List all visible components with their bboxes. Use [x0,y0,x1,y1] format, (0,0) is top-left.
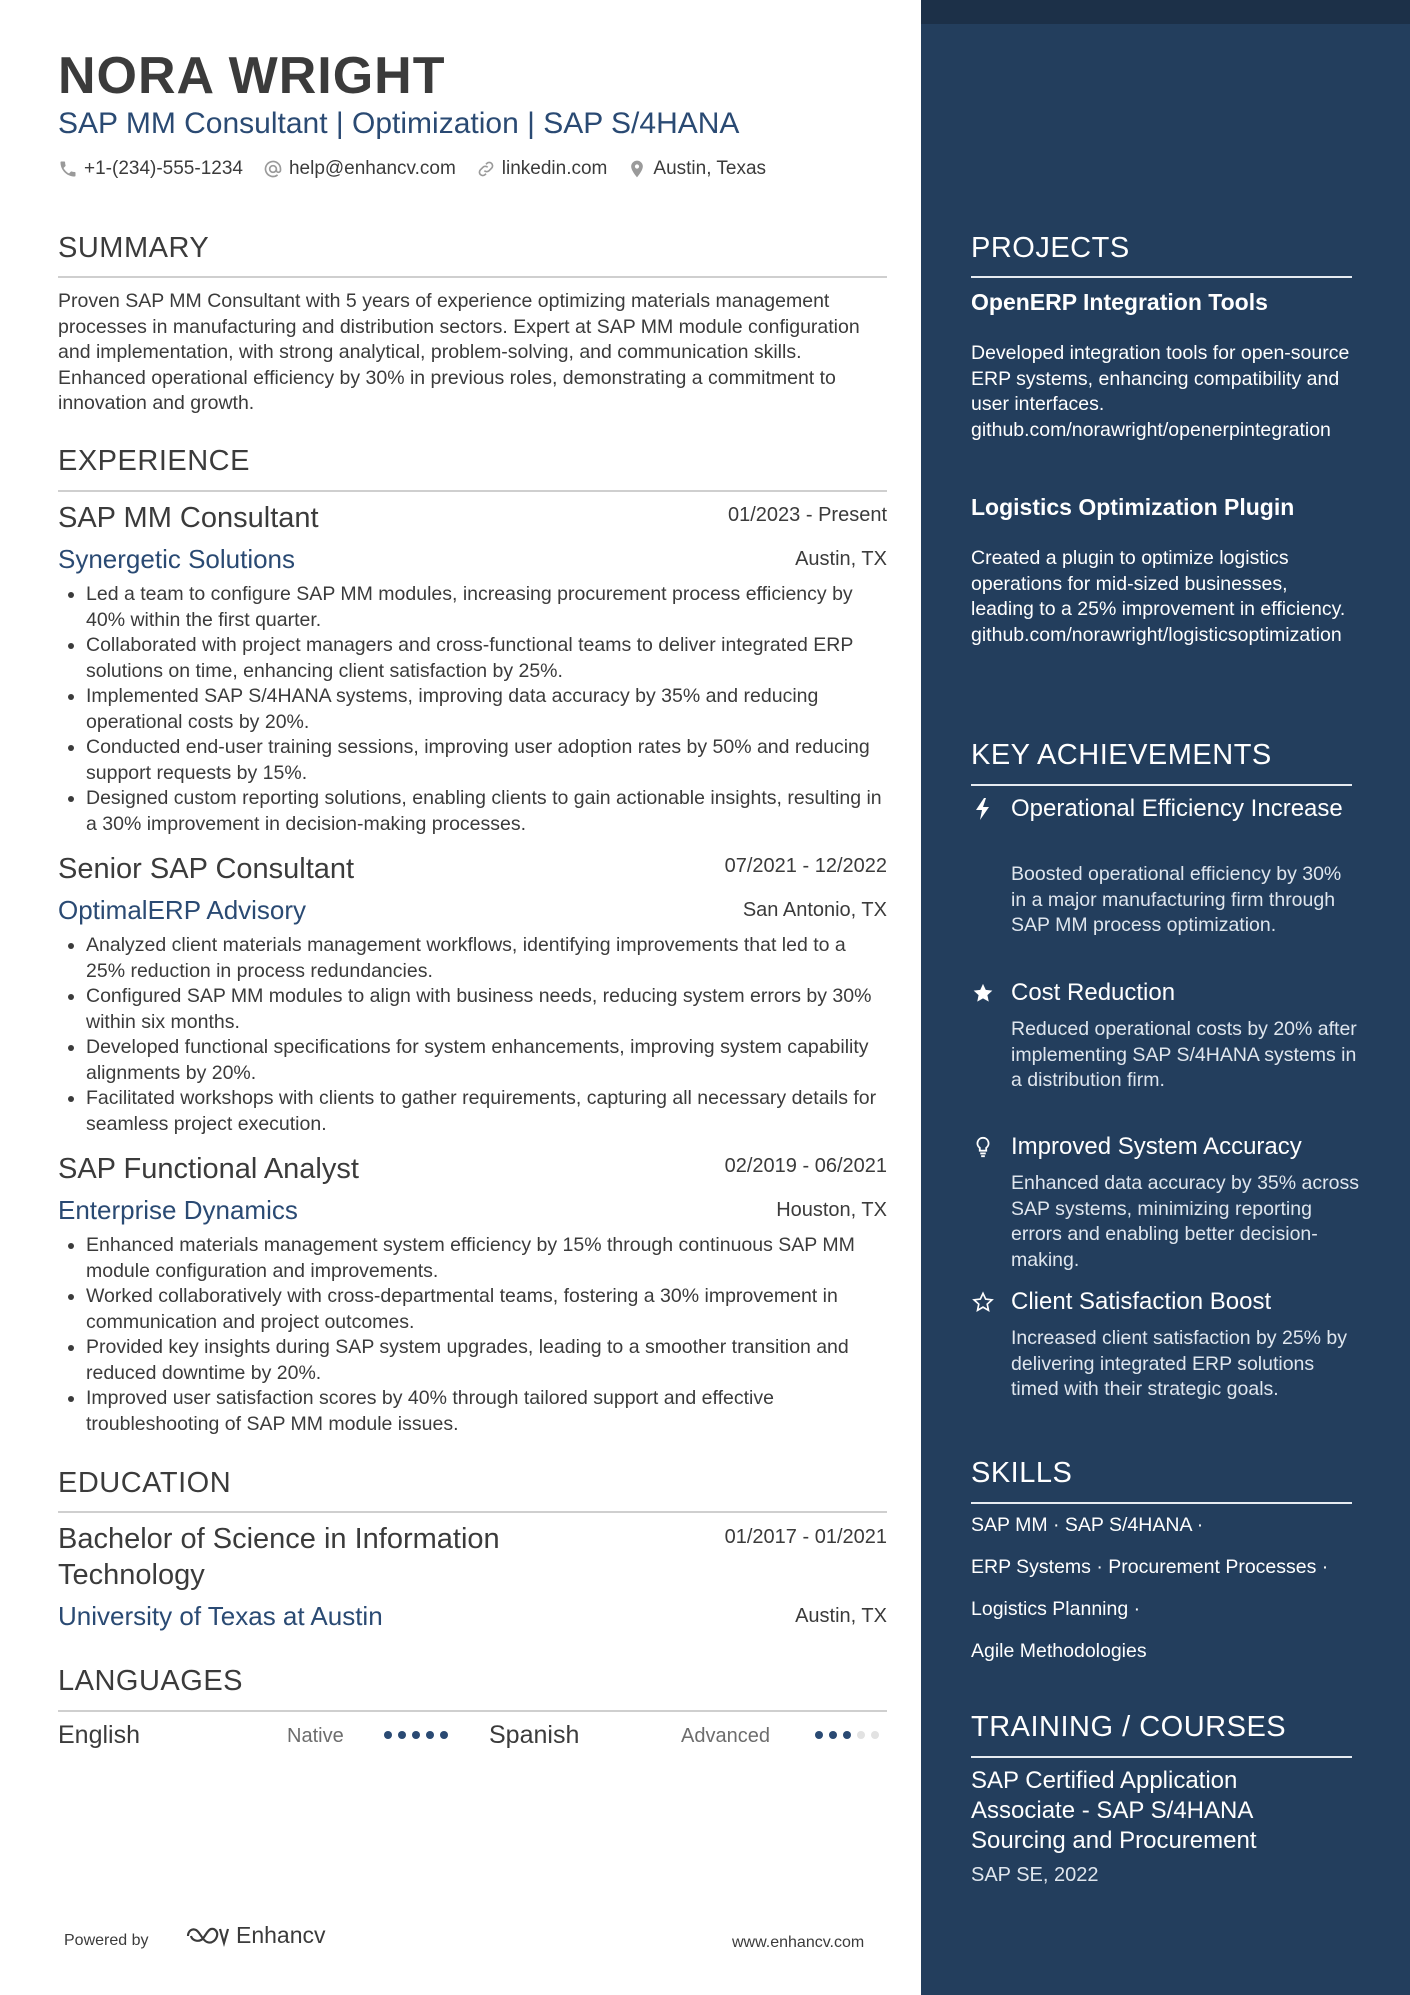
company-name: Enterprise Dynamics [58,1195,298,1225]
skills-row: Logistics Planning · [971,1598,1141,1620]
brand-text: Enhancv [236,1922,326,1948]
phone-icon [58,159,78,179]
company-name: Synergetic Solutions [58,544,296,574]
language-level: Native [287,1725,344,1747]
proficiency-dot-filled [843,1731,851,1739]
job-title: Senior SAP Consultant [58,853,355,885]
skills-divider [971,1502,1352,1504]
proficiency-dot-filled [398,1731,406,1739]
proficiency-dot-filled [440,1731,448,1739]
training-divider [971,1756,1352,1758]
bullet-item: • Configured SAP MM modules to align with business needs, reducing system errors by 30% within six months. [86,984,887,1035]
education-dates: 01/2017 - 01/2021 [724,1526,887,1548]
experience-divider [58,490,887,492]
language-name: English [58,1721,140,1749]
languages-heading: LANGUAGES [58,1665,243,1697]
proficiency-dot-filled [384,1731,392,1739]
sidebar-top-band [921,0,1410,24]
proficiency-dot-filled [412,1731,420,1739]
job-location: San Antonio, TX [742,899,887,921]
job-location: Houston, TX [776,1199,887,1221]
job-title: SAP MM Consultant [58,502,319,534]
project-description [971,546,1355,648]
candidate-name: NORA WRIGHT [58,47,446,105]
achievements-divider [971,784,1352,786]
enhancv-logo-icon [184,1924,230,1948]
bullet-item: • Improved user satisfaction scores by 40% through tailored support and effective troubleshooting of SAP MM module issues. [86,1386,887,1437]
contact-location [627,158,766,180]
language-proficiency-dots [815,1731,885,1739]
bullet-item: • Developed functional specifications for system enhancements, improving system capability alignments by 20%. [86,1035,887,1086]
bullet-item: • Provided key insights during SAP system upgrades, leading to a smoother transition and reduced downtime by 20%. [86,1335,887,1386]
bullet-item: • Conducted end-user training sessions, improving user adoption rates by 50% and reducing support requests by 15%. [86,735,887,786]
contact-phone[interactable] [58,158,243,180]
projects-divider [971,276,1352,278]
project-description-text: Developed integration tools for open-source ERP systems, enhancing compatibility and user interfaces. [971,342,1350,415]
achievement-title: Client Satisfaction Boost [1011,1288,1272,1315]
achievement-title: Operational Efficiency Increase [1011,795,1343,822]
education-heading: EDUCATION [58,1467,232,1499]
job-dates: 01/2023 - Present [728,504,887,526]
candidate-headline: SAP MM Consultant | Optimization | SAP S/4HANA [58,107,740,140]
job-bullets [58,582,887,837]
contact-email[interactable] [263,158,456,180]
skill-tag: Agile Methodologies [971,1640,1147,1662]
footer-url[interactable]: www.enhancv.com [732,1934,865,1951]
language-proficiency-dots [384,1731,454,1739]
star-outline-icon [971,1290,995,1314]
experience-heading: EXPERIENCE [58,445,250,477]
skills-row: ERP Systems · Procurement Processes · [971,1556,1329,1578]
company-name: OptimalERP Advisory [58,895,307,925]
location-text: Austin, Texas [653,158,767,179]
project-link[interactable]: github.com/norawright/logisticsoptimization [971,623,1342,646]
bullet-item: • Implemented SAP S/4HANA systems, improving data accuracy by 35% and reducing operational costs by 20%. [86,684,887,735]
projects-heading: PROJECTS [971,232,1130,264]
training-heading: TRAINING / COURSES [971,1711,1287,1743]
contact-bar [58,158,786,180]
star-filled-icon [971,981,995,1005]
achievement-title: Cost Reduction [1011,979,1176,1006]
skills-row [971,1638,1147,1664]
course-title: SAP Certified Application Associate - SAP S/4HANA Sourcing and Procurement [971,1767,1257,1854]
skill-tag: Logistics Planning [971,1598,1129,1620]
achievement-description: Increased client satisfaction by 25% by delivering integrated ERP solutions timed with their strategic goals. [1011,1327,1348,1400]
skills-heading: SKILLS [971,1457,1073,1489]
achievement-description: Enhanced data accuracy by 35% across SAP systems, minimizing reporting errors and enabling better decision-making. [1011,1172,1359,1271]
job-location: Austin, TX [795,548,887,570]
degree-title: Bachelor of Science in Information Technology [58,1523,500,1591]
summary-divider [58,276,887,278]
job-dates: 02/2019 - 06/2021 [724,1155,887,1177]
skill-tag: SAP S/4HANA [1064,1514,1192,1536]
at-icon [263,159,283,179]
bullet-item: • Facilitated workshops with clients to gather requirements, capturing all necessary details for seamless project execution. [86,1086,887,1137]
proficiency-dot-filled [426,1731,434,1739]
lightbulb-icon [971,1135,995,1159]
enhancv-logo[interactable] [184,1922,326,1949]
skills-row: SAP MM · SAP S/4HANA · [971,1514,1204,1536]
job-bullets [58,1233,887,1437]
proficiency-dot-filled [815,1731,823,1739]
bullet-item: • Analyzed client materials management workflows, identifying improvements that led to a 25% reduction in process redundancies. [86,933,887,984]
achievement-description: Boosted operational efficiency by 30% in a major manufacturing firm through SAP MM process optimization. [1011,863,1342,936]
job-title: SAP Functional Analyst [58,1153,359,1185]
proficiency-dot-empty [871,1731,879,1739]
contact-linkedin[interactable] [476,158,608,180]
skill-tag: ERP Systems [971,1556,1091,1578]
language-level: Advanced [681,1725,770,1747]
project-title: Logistics Optimization Plugin [971,494,1295,520]
education-divider [58,1511,887,1513]
language-name: Spanish [489,1721,580,1749]
bullet-item: • Enhanced materials management system efficiency by 15% through continuous SAP MM module configuration and improvements. [86,1233,887,1284]
bullet-item: • Led a team to configure SAP MM modules, increasing procurement process efficiency by 40% within the first quarter. [86,582,887,633]
school-name: University of Texas at Austin [58,1601,383,1631]
skill-tag: Procurement Processes [1108,1556,1317,1578]
project-link[interactable]: github.com/norawright/openerpintegration [971,418,1331,441]
summary-text: Proven SAP MM Consultant with 5 years of experience optimizing materials management processes in manufacturing and distribution sectors. Expert at SAP MM module configuration and implementation, with strong analytical, problem-solving, and communication skills. Enhanced operational efficiency by 30% in previous roles, demonstrating a commitment to innovation and growth. [58,290,860,414]
bullet-item: • Designed custom reporting solutions, enabling clients to gain actionable insights, resulting in a 30% improvement in decision-making processes. [86,786,887,837]
lightning-icon [971,797,995,821]
email-text: help@enhancv.com [288,158,456,179]
powered-by-label: Powered by [64,1932,149,1949]
proficiency-dot-filled [829,1731,837,1739]
project-description [971,341,1355,443]
skill-tag: SAP MM [971,1514,1048,1536]
proficiency-dot-empty [857,1731,865,1739]
link-icon [476,159,496,179]
summary-heading: SUMMARY [58,232,210,264]
project-description-text: Created a plugin to optimize logistics operations for mid-sized businesses, leading to a 25% improvement in efficiency. [971,547,1346,620]
achievement-title: Improved System Accuracy [1011,1133,1302,1160]
linkedin-text: linkedin.com [501,158,608,179]
job-dates: 07/2021 - 12/2022 [724,855,887,877]
achievement-description: Reduced operational costs by 20% after implementing SAP S/4HANA systems in a distribution firm. [1011,1018,1357,1091]
achievements-heading: KEY ACHIEVEMENTS [971,739,1272,771]
languages-divider [58,1710,887,1712]
job-bullets [58,933,887,1137]
course-provider-year: SAP SE, 2022 [971,1864,1099,1886]
phone-text: +1-(234)-555-1234 [84,158,243,179]
project-title: OpenERP Integration Tools [971,289,1268,315]
bullet-item: • Worked collaboratively with cross-departmental teams, fostering a 30% improvement in communication and project outcomes. [86,1284,887,1335]
bullet-item: • Collaborated with project managers and cross-functional teams to deliver integrated ERP solutions on time, enhancing client satisfaction by 25%. [86,633,887,684]
school-location: Austin, TX [795,1605,887,1627]
location-pin-icon [627,159,647,179]
